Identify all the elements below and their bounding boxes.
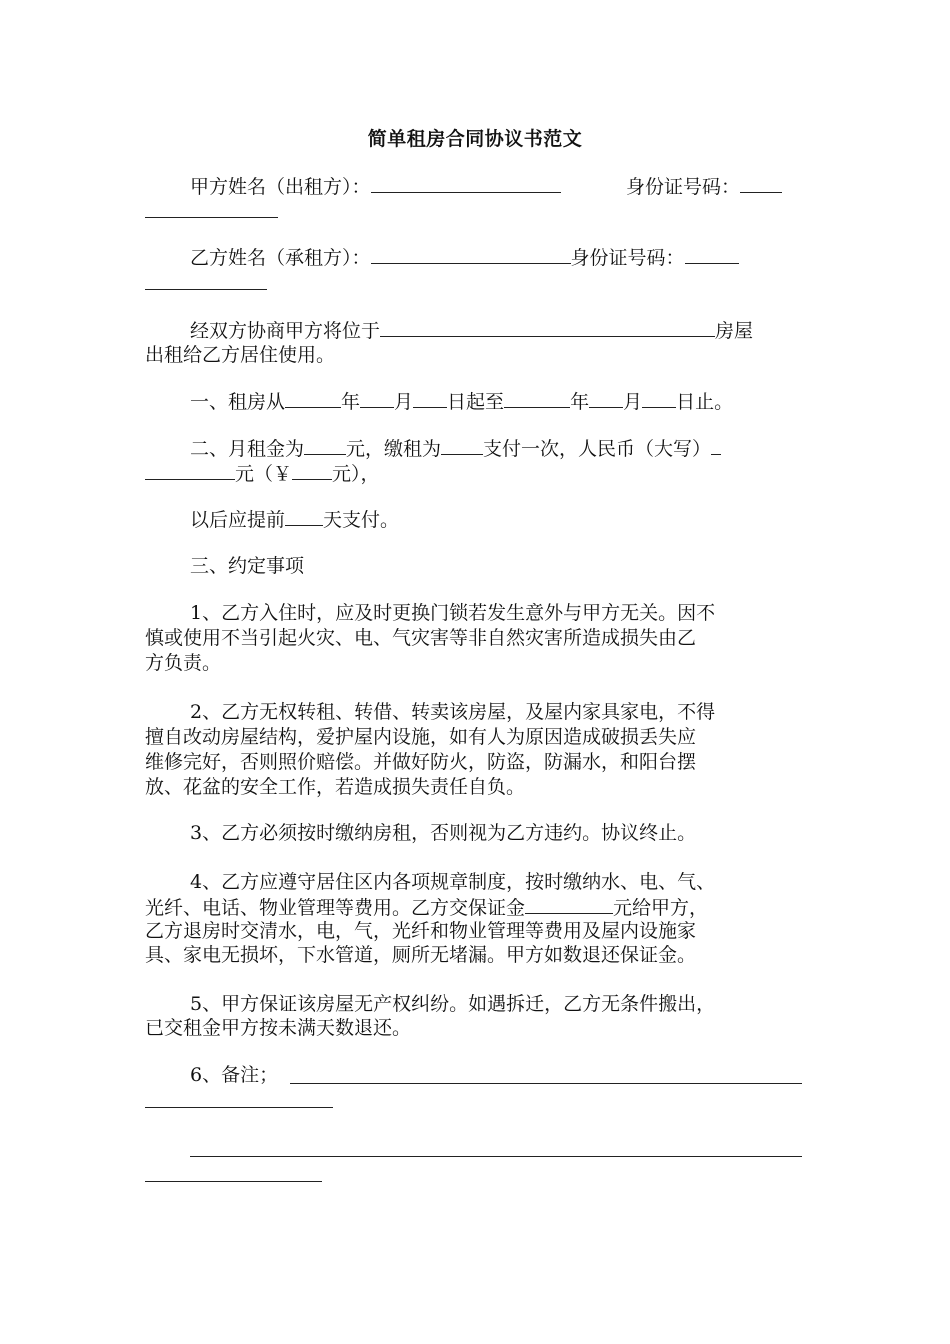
document-title: 简单租房合同协议书范文 bbox=[367, 128, 583, 150]
rent-line-1 bbox=[190, 436, 721, 461]
term-until-label: 日止。 bbox=[676, 391, 734, 413]
clause-1-line-1: 1、乙方入住时，应及时更换门锁若发生意外与甲方无关。因不 bbox=[190, 602, 716, 624]
term-end-month-blank bbox=[589, 389, 623, 408]
remarks-blank-1-cont bbox=[145, 1107, 333, 1108]
remarks-blank-2 bbox=[190, 1156, 802, 1157]
term-year-label-1: 年 bbox=[341, 391, 361, 413]
party-a-label: 甲方姓名（出租方）： bbox=[190, 176, 371, 198]
clause-2-line-4: 放、花盆的安全工作，若造成损失责任自负。 bbox=[145, 776, 526, 798]
advance-line bbox=[190, 507, 399, 532]
remarks-blank-1 bbox=[290, 1083, 802, 1084]
clause-4-line-2 bbox=[145, 895, 708, 920]
rent-uppercase-blank-cont bbox=[145, 461, 235, 480]
term-start-day-blank bbox=[413, 389, 447, 408]
rent-yuan3-label: 元）， bbox=[332, 463, 380, 485]
property-address-blank bbox=[380, 318, 715, 337]
clause-2-line-3: 维修完好，否则照价赔偿。并做好防火，防盗，防漏水，和阳台摆 bbox=[145, 751, 697, 773]
rent-paid-once-label: 支付一次，人民币（大写） bbox=[483, 438, 712, 460]
party-b-id-label: 身份证号码： bbox=[570, 247, 685, 269]
clause-4-line-1: 4、乙方应遵守居住区内各项规章制度，按时缴纳水、电、气、 bbox=[190, 871, 716, 893]
clause-4-line-2-suffix: 元给甲方， bbox=[613, 897, 709, 919]
party-b-name-blank bbox=[371, 245, 571, 264]
party-a-id-line bbox=[626, 174, 782, 199]
monthly-rent-blank bbox=[304, 436, 346, 455]
agreement-line-1 bbox=[190, 318, 753, 343]
party-a-id-blank-cont bbox=[145, 217, 278, 218]
party-b-label: 乙方姓名（承租方）： bbox=[190, 247, 371, 269]
party-a-name-blank bbox=[371, 174, 561, 193]
advance-prefix: 以后应提前 bbox=[190, 509, 286, 531]
term-from-label: 日起至 bbox=[447, 391, 505, 413]
party-a-line bbox=[190, 174, 561, 199]
party-b-id-blank-cont bbox=[145, 289, 267, 290]
remarks-label: 6、备注； bbox=[190, 1064, 279, 1086]
clause-2-line-2: 擅自改动房屋结构，爱护屋内设施，如有人为原因造成破损丢失应 bbox=[145, 726, 697, 748]
party-b-line bbox=[190, 245, 739, 270]
rent-line-2 bbox=[145, 461, 380, 486]
term-prefix: 一、租房从 bbox=[190, 391, 286, 413]
term-end-year-blank bbox=[504, 389, 570, 408]
deposit-amount-blank bbox=[525, 895, 613, 914]
party-a-id-blank bbox=[740, 174, 782, 193]
clause-2-line-1: 2、乙方无权转租、转借、转卖该房屋，及屋内家具家电，不得 bbox=[190, 701, 716, 723]
agreement-line-2: 出租给乙方居住使用。 bbox=[145, 344, 336, 366]
remarks-blank-2-cont bbox=[145, 1181, 322, 1182]
rent-yuan2-label: 元（￥ bbox=[235, 463, 293, 485]
advance-suffix: 天支付。 bbox=[323, 509, 400, 531]
section-3-heading: 三、约定事项 bbox=[190, 555, 305, 577]
term-line bbox=[190, 389, 733, 414]
agreement-part2: 房屋 bbox=[715, 320, 754, 342]
clause-5-line-2: 已交租金甲方按未满天数退还。 bbox=[145, 1017, 412, 1039]
clause-6-line bbox=[190, 1063, 278, 1087]
clause-3-line: 3、乙方必须按时缴纳房租，否则视为乙方违约。协议终止。 bbox=[190, 822, 697, 844]
term-end-day-blank bbox=[642, 389, 676, 408]
clause-4-line-4: 具、家电无损坏，下水管道，厕所无堵漏。甲方如数退还保证金。 bbox=[145, 944, 697, 966]
payment-period-blank bbox=[441, 436, 483, 455]
clause-5-line-1: 5、甲方保证该房屋无产权纠纷。如遇拆迁，乙方无条件搬出， bbox=[190, 993, 716, 1015]
clause-4-line-3: 乙方退房时交清水，电，气，光纤和物业管理等费用及屋内设施家 bbox=[145, 920, 697, 942]
party-a-id-label: 身份证号码： bbox=[626, 176, 741, 198]
term-month-label-1: 月 bbox=[394, 391, 414, 413]
term-start-month-blank bbox=[360, 389, 394, 408]
term-start-year-blank bbox=[285, 389, 341, 408]
clause-1-line-3: 方负责。 bbox=[145, 652, 222, 674]
party-b-id-blank bbox=[685, 245, 739, 264]
term-month-label-2: 月 bbox=[623, 391, 643, 413]
clause-1-line-2: 慎或使用不当引起火灾、电、气灾害等非自然灾害所造成损失由乙 bbox=[145, 627, 697, 649]
rent-uppercase-blank bbox=[711, 436, 721, 455]
agreement-part1: 经双方协商甲方将位于 bbox=[190, 320, 381, 342]
advance-days-blank bbox=[285, 507, 323, 526]
rent-amount-blank bbox=[292, 461, 332, 480]
term-year-label-2: 年 bbox=[570, 391, 590, 413]
rent-prefix: 二、月租金为 bbox=[190, 438, 305, 460]
clause-4-line-2-prefix: 光纤、电话、物业管理等费用。乙方交保证金 bbox=[145, 897, 526, 919]
rent-yuan-label: 元，缴租为 bbox=[346, 438, 442, 460]
